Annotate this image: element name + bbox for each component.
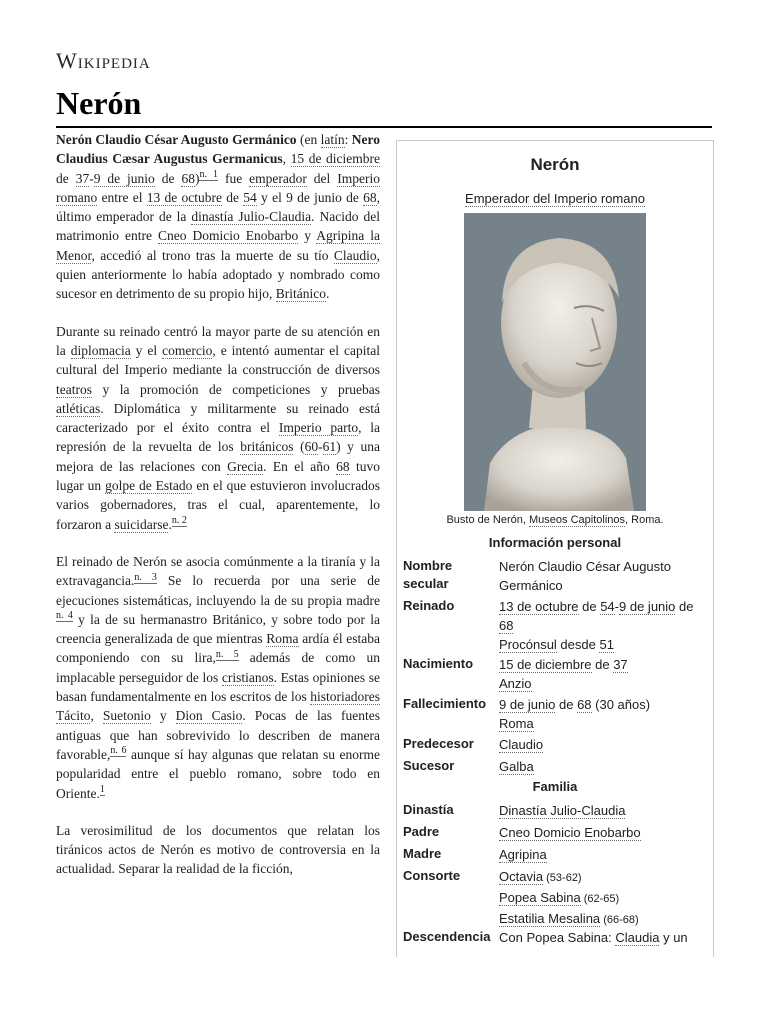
wiki-link[interactable]: británicos (240, 439, 294, 455)
wiki-link[interactable]: suicidarse (114, 516, 169, 532)
wiki-link[interactable]: Roma (499, 716, 534, 731)
wiki-link[interactable]: 68 (499, 618, 514, 633)
wiki-link[interactable]: teatros (56, 381, 92, 397)
reference-link[interactable]: n. 2 (171, 515, 187, 527)
wikipedia-logo[interactable]: Wikipedia (56, 48, 151, 73)
infobox-title: Nerón (530, 155, 580, 174)
wiki-link[interactable]: 13 de octubre (499, 599, 579, 614)
row-value (499, 867, 711, 930)
article-body (56, 130, 380, 897)
wiki-link[interactable]: atléticas (56, 400, 101, 416)
wiki-link[interactable]: 15 de diciembre (499, 657, 592, 672)
row-label: Dinastía (403, 802, 454, 817)
wiki-link[interactable]: Roma (266, 631, 299, 647)
section-personal-info: Información personal (488, 535, 622, 550)
bust-illustration (464, 213, 646, 511)
wiki-link[interactable]: 9 de junio (619, 599, 676, 614)
article-paragraph-3: El reinado de Nerón se asocia comúnmente a la tiranía y la extravagancia.$^{n. 3}$ Se lo recuerda por una serie de ejecuciones sistemáticas, incluyendo la de su propia madre $^{n. 4}$ y la de su hermanastro Británico, y sobre todo por la creencia generalizada de que mientras Roma ardía él estaba componiendo con su lira,$^{n. 5}$ además de como un implacable perseguidor de los cristianos. Estas opiniones se basan fundamentalmente en los escritos de los historiadores Tácito, Suetonio y Dion Casio. Pocas de las fuentes antiguas que han sobrevivido lo describen de manera favorable,$^{n. 6}$ aunque sí hay algunas que relatan su enorme popularidad entre el pueblo romano, sobre todo en Oriente.$^1$ (56, 553, 381, 801)
wiki-link[interactable]: diplomacia (70, 342, 131, 358)
wiki-link[interactable]: 60 (304, 439, 319, 455)
wiki-link[interactable]: Cneo Domicio Enobarbo (157, 228, 299, 244)
wiki-link[interactable]: 68 (577, 697, 592, 712)
wiki-link[interactable]: comercio (162, 342, 213, 358)
row-value (499, 801, 711, 820)
row-label: Consorte (403, 868, 461, 883)
infobox (396, 140, 714, 957)
row-value (499, 823, 711, 842)
reference-link[interactable]: n. 4 (56, 610, 73, 622)
wiki-link[interactable]: Claudio (499, 737, 544, 752)
wiki-link[interactable]: Estatilia Mesalina (499, 911, 601, 926)
wiki-link[interactable]: Agripina la Menor (56, 228, 380, 263)
small-text: (66-68) (600, 914, 639, 926)
wiki-link[interactable]: golpe de Estado (105, 478, 193, 494)
row-label: Sucesor (403, 758, 455, 773)
wiki-link[interactable]: latín (320, 132, 345, 147)
reference-link[interactable]: n. 3 (134, 571, 157, 583)
wiki-link[interactable]: Dion Casio (175, 708, 243, 724)
row-label: Predecesor (403, 736, 474, 751)
wiki-link[interactable]: Agripina (499, 847, 547, 862)
bold-text: Nero Claudius Cæsar Augustus Germanicus (56, 132, 380, 167)
bold-text: Nerón Claudio César Augusto Germánico (56, 132, 297, 147)
row-label: Descendencia (403, 929, 491, 944)
row-value (499, 735, 711, 754)
bust-of-nero-image[interactable] (464, 213, 646, 511)
wiki-link[interactable]: Galba (499, 759, 534, 774)
wiki-link[interactable]: Claudia (615, 930, 660, 945)
wiki-link[interactable]: cristianos (221, 669, 274, 685)
small-text: (62-65) (580, 893, 620, 905)
wiki-link[interactable]: Suetonio (102, 708, 151, 724)
wiki-link[interactable]: Dinastía Julio-Claudia (499, 803, 626, 818)
wiki-link[interactable]: 51 (599, 637, 614, 652)
wiki-link[interactable]: 9 de junio (499, 697, 556, 712)
article-paragraph-2: Durante su reinado centró la mayor parte de su atención en la diplomacia y el comercio, e intentó aumentar el capital cultural del Imperio mediante la construcción de diversos teatros y la promoción de competiciones y pruebas atléticas. Diplomática y militarmente su reinado está caracterizado por el éxito contra el Imperio parto, la represión de la revuelta de los británicos (60-61) y una mejora de las relaciones con Grecia. En el año 68 tuvo lugar un golpe de Estado en el que estuvieron involucrados varios gobernadores, tras el cual, aparentemente, lo forzaron a suicidarse.$^{n. 2}$ (56, 323, 380, 532)
reference-link[interactable]: 1 (99, 784, 105, 795)
wiki-link[interactable]: 13 de octubre (146, 189, 223, 205)
article-paragraph-4: La verosimilitud de los documentos que relatan los tiránicos actos de Nerón es motivo de controversia en la actualidad. Separar la realidad de la ficción, (56, 822, 380, 877)
wiki-link[interactable]: Cneo Domicio Enobarbo (499, 825, 641, 840)
wiki-link[interactable]: historiadores (310, 689, 380, 705)
row-value: 13 de octubre de 54-9 de junio de 68 Procónsul desde 51 (499, 599, 694, 652)
wiki-link[interactable]: 68 (363, 189, 377, 205)
infobox-caption: Busto de Nerón, Museos Capitolinos, Roma. (446, 514, 664, 526)
wiki-link[interactable]: 37 (613, 657, 628, 672)
wiki-link[interactable]: Procónsul (499, 637, 557, 652)
row-label: Fallecimiento (403, 696, 487, 711)
reference-link[interactable]: n. 5 (215, 648, 239, 660)
row-value: 9 de junio de 68 (30 años) Roma (499, 697, 651, 731)
wiki-link[interactable]: 15 de diciembre (290, 151, 381, 167)
wiki-link[interactable]: 68 (336, 458, 350, 474)
wiki-link[interactable]: Octavia (499, 869, 544, 884)
row-label: Madre (403, 846, 442, 861)
reference-link[interactable]: n. 6 (110, 745, 127, 757)
title-divider (56, 126, 712, 128)
wiki-link[interactable]: 54 (600, 599, 615, 614)
wiki-link[interactable]: Anzio (499, 676, 532, 691)
wiki-link[interactable]: dinastía Julio-Claudia (191, 209, 312, 225)
row-value (499, 845, 711, 864)
wiki-link[interactable]: Museos Capitolinos (529, 514, 626, 526)
wiki-link[interactable]: Imperio romano (56, 170, 380, 205)
wiki-link[interactable]: 9 de junio (93, 170, 155, 186)
row-value: Nerón Claudio César Augusto Germánico (499, 559, 671, 593)
wiki-link[interactable]: Tácito (56, 708, 91, 724)
reference-link[interactable]: n. 1 (199, 169, 219, 181)
wiki-link[interactable]: 54 (243, 189, 257, 205)
wiki-link[interactable]: Imperio parto (278, 420, 359, 436)
wiki-link[interactable]: Británico (275, 286, 326, 302)
row-value (499, 757, 711, 776)
article-paragraph-1: Nerón Claudio César Augusto Germánico (en latín: Nero Claudius Cæsar Augustus Germanicus, 15 de diciembre de 37-9 de junio de 68)$^{n. 1}$ fue emperador del Imperio romano entre el 13 de octubre de 54 y el 9 de junio de 68, último emperador de la dinastía Julio-Claudia. Nacido del matrimonio entre Cneo Domicio Enobarbo y Agripina la Menor, accedió al trono tras la muerte de su tío Claudio, quien anteriormente lo había adoptado y nombrado como sucesor en detrimento de su propio hijo, Británico. (56, 132, 381, 302)
infobox-subtitle-link[interactable]: Emperador del Imperio romano (465, 191, 645, 206)
small-text: (53-62) (543, 872, 582, 884)
page-title: Nerón (56, 85, 142, 121)
wiki-link[interactable]: Grecia (227, 458, 264, 474)
wiki-link[interactable]: 37 (75, 170, 90, 186)
row-label: Padre (403, 824, 440, 839)
wiki-link[interactable]: emperador (249, 170, 307, 186)
row-value: 15 de diciembre de 37 Anzio (499, 657, 628, 691)
wiki-link[interactable]: 68 (181, 170, 195, 186)
row-label: Reinado (403, 598, 455, 613)
infobox-subtitle[interactable] (397, 191, 713, 206)
section-family: Familia (532, 779, 578, 794)
row-label: Nacimiento (403, 656, 474, 671)
row-label: Nombre secular (403, 558, 453, 591)
wiki-link[interactable]: Popea Sabina (499, 890, 581, 905)
row-value: Con Popea Sabina: Claudia y un (499, 930, 688, 945)
wiki-link[interactable]: 61 (322, 439, 337, 455)
wiki-link[interactable]: Claudio (333, 247, 377, 263)
